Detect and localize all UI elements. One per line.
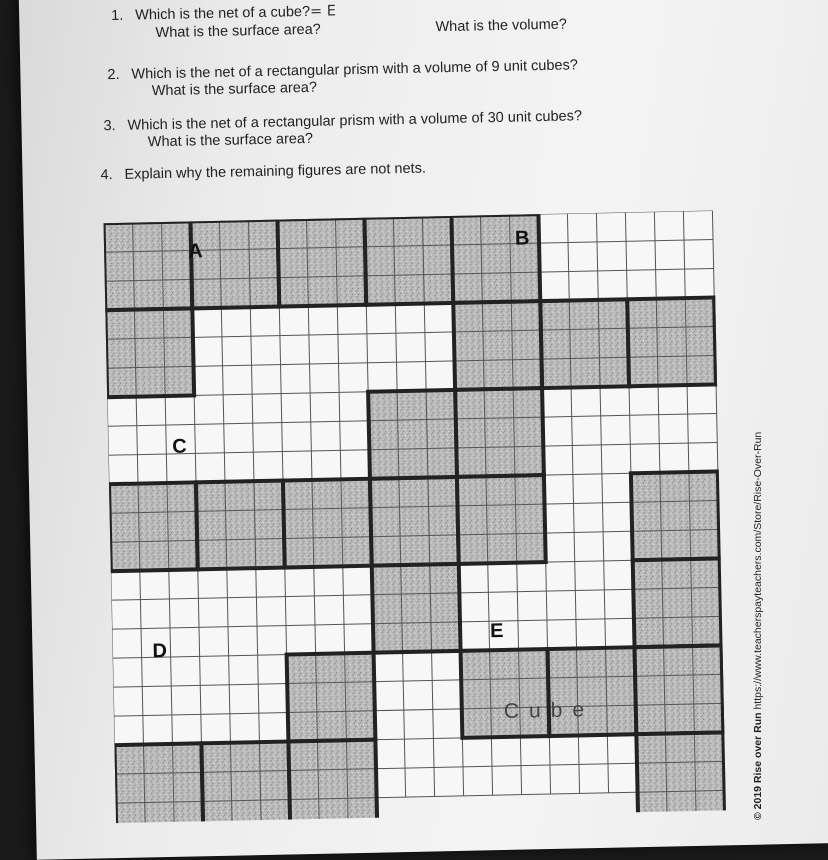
net-face-d	[287, 653, 376, 742]
net-face-a	[105, 308, 194, 397]
net-face-a	[191, 220, 280, 309]
question-text: Explain why the remaining figures are not nets.	[124, 160, 427, 183]
net-face-b	[627, 297, 716, 386]
nets-grid-svg	[104, 210, 726, 823]
figure-label-e: E	[489, 619, 504, 643]
worksheet-page	[18, 0, 828, 860]
net-face-c	[368, 390, 457, 479]
net-face-d	[288, 740, 377, 823]
question-2-sub-left: What is the surface area?	[151, 79, 318, 100]
question-1	[111, 3, 336, 24]
net-face-b	[455, 388, 544, 477]
net-face-b	[540, 299, 629, 388]
copyright-label: © 2019 Rise over Run	[752, 712, 764, 820]
net-face-c	[196, 481, 285, 570]
net-face-e	[636, 732, 725, 821]
question-number: 1.	[111, 7, 124, 25]
question-text: Which is the net of a cube?	[135, 3, 311, 24]
net-face-c	[109, 482, 198, 571]
net-face-c	[283, 479, 372, 568]
net-face-b	[453, 301, 542, 390]
net-face-b	[714, 296, 726, 385]
net-face-d	[114, 743, 203, 823]
net-face-d	[201, 742, 290, 824]
question-text: Which is the net of a rectangular prism with a volume of 30 unit cubes?	[127, 108, 583, 134]
figure-label-d: D	[152, 640, 168, 663]
figure-label-b: B	[514, 227, 530, 250]
handwritten-answer: = E	[309, 3, 337, 20]
net-face-e	[548, 647, 637, 736]
figure-label-a: A	[187, 240, 203, 263]
net-face-c	[370, 477, 459, 566]
question-3-sub-left: What is the surface area?	[147, 130, 314, 151]
net-face-e	[635, 645, 724, 734]
question-number: 3.	[103, 117, 116, 135]
net-face-right	[631, 471, 720, 560]
net-face-e	[461, 649, 550, 738]
question-4	[100, 161, 426, 184]
net-face-e	[638, 819, 726, 823]
net-face-c	[457, 475, 546, 564]
question-number: 2.	[107, 66, 120, 84]
net-face-a	[104, 221, 193, 310]
nets-grid	[104, 210, 727, 828]
net-face-a	[364, 216, 453, 305]
question-3	[103, 108, 582, 134]
copyright-notice	[752, 432, 764, 820]
question-text: Which is the net of a rectangular prism with a volume of 9 unit cubes?	[131, 57, 578, 83]
net-face-c	[372, 564, 461, 653]
question-2	[107, 57, 578, 83]
net-face-right	[633, 558, 722, 647]
figure-label-c: C	[171, 435, 187, 458]
net-face-a	[277, 218, 366, 307]
handwritten-cube-note: Cube	[503, 698, 595, 723]
question-1-sub-left: What is the surface area?	[155, 21, 321, 42]
copyright-url: https://www.teacherspayteachers.com/Store/Rise-Over-Run	[752, 431, 764, 710]
question-1-sub-right: What is the volume?	[435, 16, 568, 36]
question-number: 4.	[100, 167, 113, 184]
